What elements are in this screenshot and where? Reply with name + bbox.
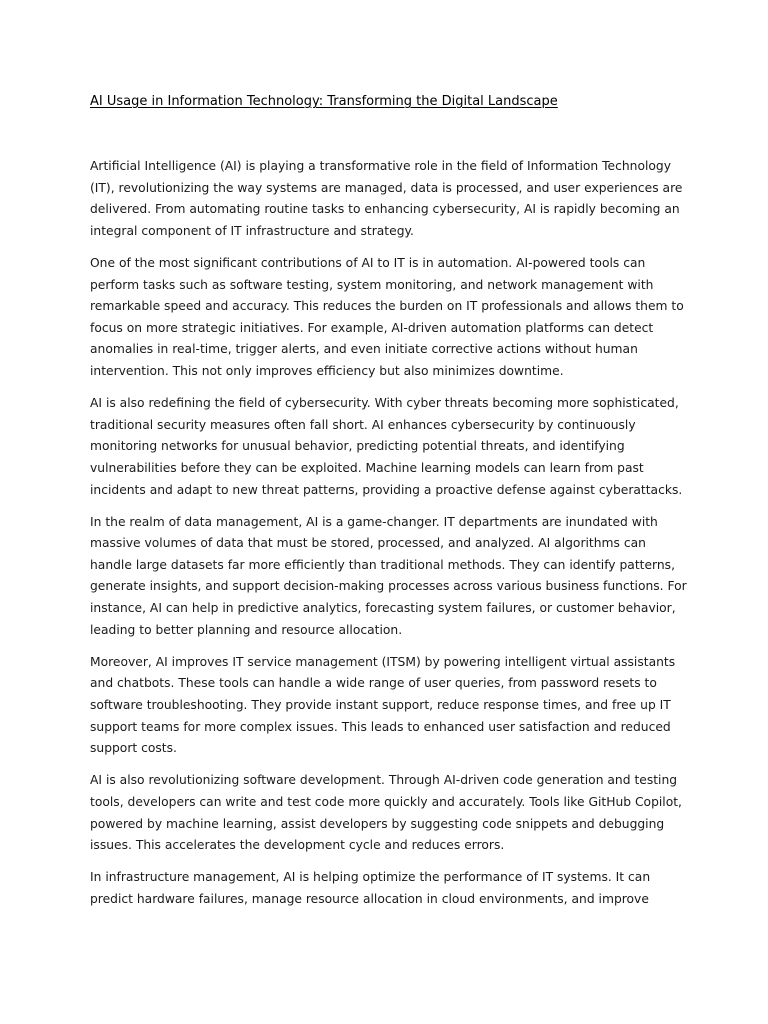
paragraph-line: traditional security measures often fall short. AI enhances cybersecurity by continuously — [90, 417, 636, 432]
paragraph-line: tools, developers can write and test code more quickly and accurately. Tools like GitHub Copilot, — [90, 795, 682, 809]
paragraph — [90, 393, 690, 501]
document-title: AI Usage in Information Technology: Transforming the Digital Landscape — [90, 94, 558, 109]
paragraph-line: In infrastructure management, AI is helping optimize the performance of IT systems. It can — [90, 870, 651, 885]
paragraph-line: predict hardware failures, manage resource allocation in cloud environments, and improve — [90, 891, 649, 906]
paragraph-line: One of the most significant contributions of AI to IT is in automation. AI-powered tools can — [90, 255, 646, 270]
paragraph — [90, 770, 690, 856]
paragraph-line: Moreover, AI improves IT service management (ITSM) by powering intelligent virtual assistants — [90, 654, 676, 669]
paragraph-line: software troubleshooting. They provide instant support, reduce response times, and free up IT — [90, 698, 671, 713]
paragraph-line: support costs. — [90, 741, 177, 756]
paragraph-line: Artificial Intelligence (AI) is playing a transformative role in the field of Information Technology — [90, 159, 672, 173]
paragraph-line: AI is also revolutionizing software development. Through AI-driven code generation and testing — [90, 773, 678, 788]
paragraph — [90, 512, 690, 642]
paragraph-line: generate insights, and support decision-making processes across various business functions. For — [90, 579, 687, 594]
paragraph — [90, 156, 690, 242]
paragraph-line: intervention. This not only improves efficiency but also minimizes downtime. — [90, 363, 564, 378]
paragraph-line: AI is also redefining the field of cybersecurity. With cyber threats becoming more sophisticated, — [90, 396, 679, 411]
paragraph-line: focus on more strategic initiatives. For example, AI-driven automation platforms can detect — [90, 320, 654, 335]
paragraph — [90, 253, 690, 383]
paragraph-line: In the realm of data management, AI is a game-changer. IT departments are inundated with — [90, 514, 658, 529]
document-body — [90, 156, 690, 921]
paragraph-line: delivered. From automating routine tasks to enhancing cybersecurity, AI is rapidly becoming an — [90, 202, 680, 217]
paragraph-line: and chatbots. These tools can handle a wide range of user queries, from password resets to — [90, 676, 657, 691]
paragraph-line: leading to better planning and resource allocation. — [90, 622, 403, 637]
paragraph-line: perform tasks such as software testing, system monitoring, and network management with — [90, 277, 654, 292]
paragraph-line: integral component of IT infrastructure and strategy. — [90, 223, 414, 238]
paragraph-line: issues. This accelerates the development cycle and reduces errors. — [90, 838, 505, 853]
paragraph-line: powered by machine learning, assist developers by suggesting code snippets and debugging — [90, 816, 665, 831]
paragraph-line: remarkable speed and accuracy. This reduces the burden on IT professionals and allows them to — [90, 299, 684, 314]
paragraph-line: handle large datasets far more efficiently than traditional methods. They can identify patterns, — [90, 557, 675, 572]
paragraph — [90, 652, 690, 760]
paragraph — [90, 867, 690, 910]
paragraph-line: massive volumes of data that must be stored, processed, and analyzed. AI algorithms can — [90, 536, 646, 551]
paragraph-line: instance, AI can help in predictive analytics, forecasting system failures, or customer behavior, — [90, 601, 676, 616]
paragraph-line: incidents and adapt to new threat patterns, providing a proactive defense against cyberattacks. — [90, 482, 683, 497]
paragraph-line: vulnerabilities before they can be exploited. Machine learning models can learn from past — [90, 460, 644, 475]
paragraph-line: support teams for more complex issues. This leads to enhanced user satisfaction and reduced — [90, 719, 671, 734]
paragraph-line: anomalies in real-time, trigger alerts, and even initiate corrective actions without human — [90, 342, 638, 357]
paragraph-line: monitoring networks for unusual behavior, predicting potential threats, and identifying — [90, 439, 625, 454]
paragraph-line: (IT), revolutionizing the way systems are managed, data is processed, and user experiences are — [90, 180, 683, 195]
